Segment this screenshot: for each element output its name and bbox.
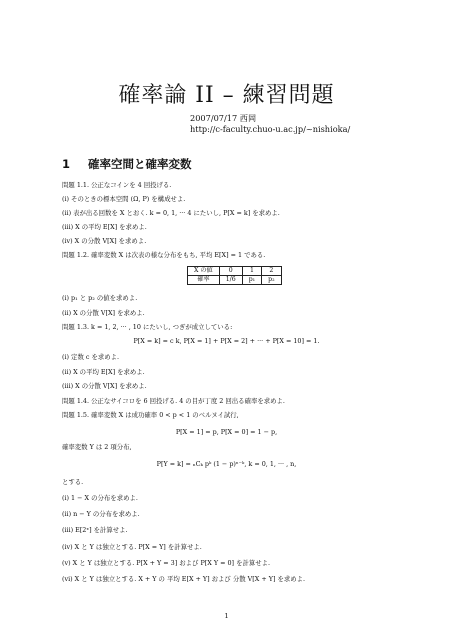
table-cell: X の値 — [188, 267, 220, 276]
table-cell: p₁ — [242, 276, 261, 285]
table-cell: 1/6 — [219, 276, 242, 285]
equation-1-3: P[X = k] = c k, P[X = 1] + P[X = 2] + ··· + P[X = 10] = 1. — [133, 337, 320, 345]
problem-1-4: 問題 1.4. 公正なサイコロを 6 回投げる. 4 の目が丁度 2 回出る確率を求めよ. — [62, 397, 285, 405]
problem-1-2-i: (i) p₁ と p₂ の値を求めよ. — [62, 294, 138, 302]
problem-1-3-iii: (iii) X の分散 V[X] を求めよ. — [62, 382, 147, 390]
author-url[interactable]: http://c-faculty.chuo-u.ac.jp/~nishioka/ — [190, 124, 351, 134]
document-title: 確率論 II – 練習問題 — [118, 83, 335, 108]
problem-1-1-iv: (iv) X の分散 V[X] を求めよ. — [62, 237, 147, 245]
problem-1-2-ii: (ii) X の分散 V[X] を求めよ. — [62, 309, 145, 317]
section-heading — [62, 156, 192, 172]
binomial-intro: 確率変数 Y は 2 項分布, — [62, 443, 132, 451]
problem-1-1-i: (i) そのときの標本空間 (Ω, P) を構成せよ. — [62, 195, 186, 203]
problem-1-3: 問題 1.3. k = 1, 2, ··· , 10 にたいし, つぎが成立している: — [62, 323, 233, 331]
page-number: 1 — [224, 612, 229, 620]
section-number: 1 — [62, 157, 71, 171]
problem-1-5-i: (i) 1 − X の分布を求めよ. — [62, 494, 138, 502]
table-row — [188, 267, 282, 276]
table-cell: 1 — [242, 267, 261, 276]
problem-1-5-vi: (vi) X と Y は独立とする. X + Y の 平均 E[X + Y] および 分散 V[X + Y] を求めよ. — [62, 575, 306, 583]
problem-1-5-iii: (iii) E[2ˣ] を計算せよ. — [62, 526, 128, 534]
problem-1-1-iii: (iii) X の平均 E[X] を求めよ. — [62, 223, 147, 231]
problem-1-5-ii: (ii) n − Y の分布を求めよ. — [62, 510, 140, 518]
table-cell: 0 — [219, 267, 242, 276]
problem-1-5-v: (v) X と Y は独立とする. P[X + Y = 3] および P[X Y = 0] を計算せよ. — [62, 559, 271, 567]
tosuru: とする. — [62, 478, 84, 486]
problem-1-2: 問題 1.2. 確率変数 X は次表の様な分布をもち, 平均 E[X] = 1 である. — [62, 251, 266, 259]
table-row — [188, 276, 282, 285]
problem-1-5: 問題 1.5. 確率変数 X は成功確率 0 < p < 1 のベルヌイ試行, — [62, 411, 239, 419]
equation-bernoulli: P[X = 1] = p, P[X = 0] = 1 − p, — [175, 428, 278, 436]
problem-1-3-ii: (ii) X の平均 E[X] を求めよ. — [62, 368, 145, 376]
table-cell: 2 — [262, 267, 281, 276]
distribution-table — [187, 266, 282, 285]
equation-binomial: P[Y = k] = ₙCₖ pᵏ (1 − p)ⁿ⁻ᵏ, k = 0, 1, ··· , n, — [156, 460, 297, 468]
section-title: 確率空間と確率変数 — [88, 157, 192, 171]
problem-1-1-ii: (ii) 表が出る回数を X とおく. k = 0, 1, ··· 4 にたいし, P[X = k] を求めよ. — [62, 209, 280, 217]
table-cell: 確率 — [188, 276, 220, 285]
problem-1-3-i: (i) 定数 c を求めよ. — [62, 353, 120, 361]
problem-1-1: 問題 1.1. 公正なコインを 4 回投げる. — [62, 181, 172, 189]
date-author: 2007/07/17 西岡 — [190, 113, 257, 123]
problem-1-5-iv: (iv) X と Y は独立とする. P[X = Y] を計算せよ. — [62, 543, 202, 551]
table-cell: p₂ — [262, 276, 281, 285]
